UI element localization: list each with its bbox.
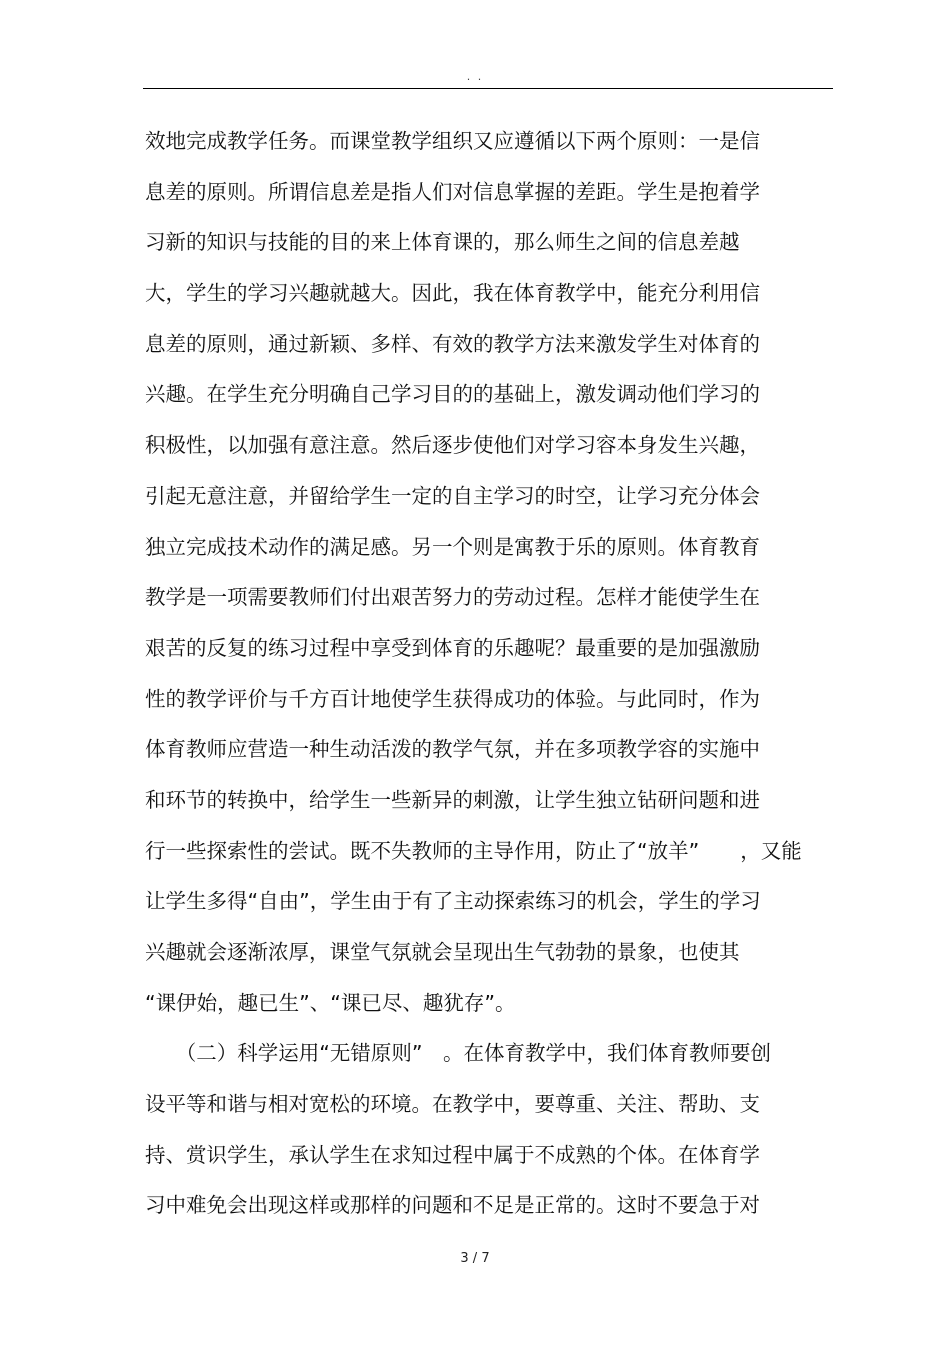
text-line: “课伊始，趣已生”、“课已尽、趣犹存”。	[145, 990, 516, 1015]
page-number: 3 / 7	[460, 1251, 490, 1266]
text-line: 艰苦的反复的练习过程中享受到体育的乐趣呢？最重要的是加强激励	[145, 635, 760, 660]
text-line: 设平等和谐与相对宽松的环境。在教学中，要尊重、关注、帮助、支	[145, 1092, 760, 1117]
text-line: 引起无意注意，并留给学生一定的自主学习的时空，让学习充分体会	[145, 483, 760, 508]
text-line: 持、赏识学生，承认学生在求知过程中属于不成熟的个体。在体育学	[145, 1142, 760, 1167]
text-line: 让学生多得“自由”，学生由于有了主动探索练习的机会，学生的学习	[145, 889, 761, 914]
text-line: 效地完成教学任务。而课堂教学组织又应遵循以下两个原则：一是信	[145, 129, 760, 153]
text-line: 行一些探索性的尝试。既不失教师的主导作用，防止了“放羊” ，又能	[145, 838, 802, 863]
text-line: 独立完成技术动作的满足感。另一个则是寓教于乐的原则。体育教育	[145, 534, 760, 559]
header-rule	[143, 88, 833, 89]
text-line: 积极性，以加强有意注意。然后逐步使他们对学习容本身发生兴趣，	[145, 433, 760, 458]
text-line: 习新的知识与技能的目的来上体育课的，那么师生之间的信息差越	[145, 230, 740, 255]
text-line: 兴趣。在学生充分明确自己学习目的的基础上，激发调动他们学习的	[145, 382, 760, 407]
text-line: 性的教学评价与千方百计地使学生获得成功的体验。与此同时，作为	[145, 686, 760, 711]
text-line: 兴趣就会逐渐浓厚，课堂气氛就会呈现出生气勃勃的景象，也使其	[145, 940, 740, 964]
text-line: 教学是一项需要教师们付出艰苦努力的劳动过程。怎样才能使学生在	[145, 585, 760, 610]
text-line: 大，学生的学习兴趣就越大。因此，我在体育教学中，能充分利用信	[145, 281, 760, 306]
text-line: 息差的原则，通过新颖、多样、有效的教学方法来激发学生对体育的	[145, 331, 760, 356]
header-marks: . .	[466, 70, 484, 83]
text-line: 和环节的转换中，给学生一些新异的刺激，让学生独立钻研问题和进	[145, 787, 760, 812]
text-line: 体育教师应营造一种生动活泼的教学气氛，并在多项教学容的实施中	[145, 737, 760, 762]
text-line: 息差的原则。所谓信息差是指人们对信息掌握的差距。学生是抱着学	[145, 179, 760, 204]
text-line: 习中难免会出现这样或那样的问题和不足是正常的。这时不要急于对	[145, 1193, 760, 1218]
body-text	[145, 126, 845, 1241]
text-line: （二）科学运用“无错原则” 。在体育教学中，我们体育教师要创	[145, 1041, 771, 1066]
